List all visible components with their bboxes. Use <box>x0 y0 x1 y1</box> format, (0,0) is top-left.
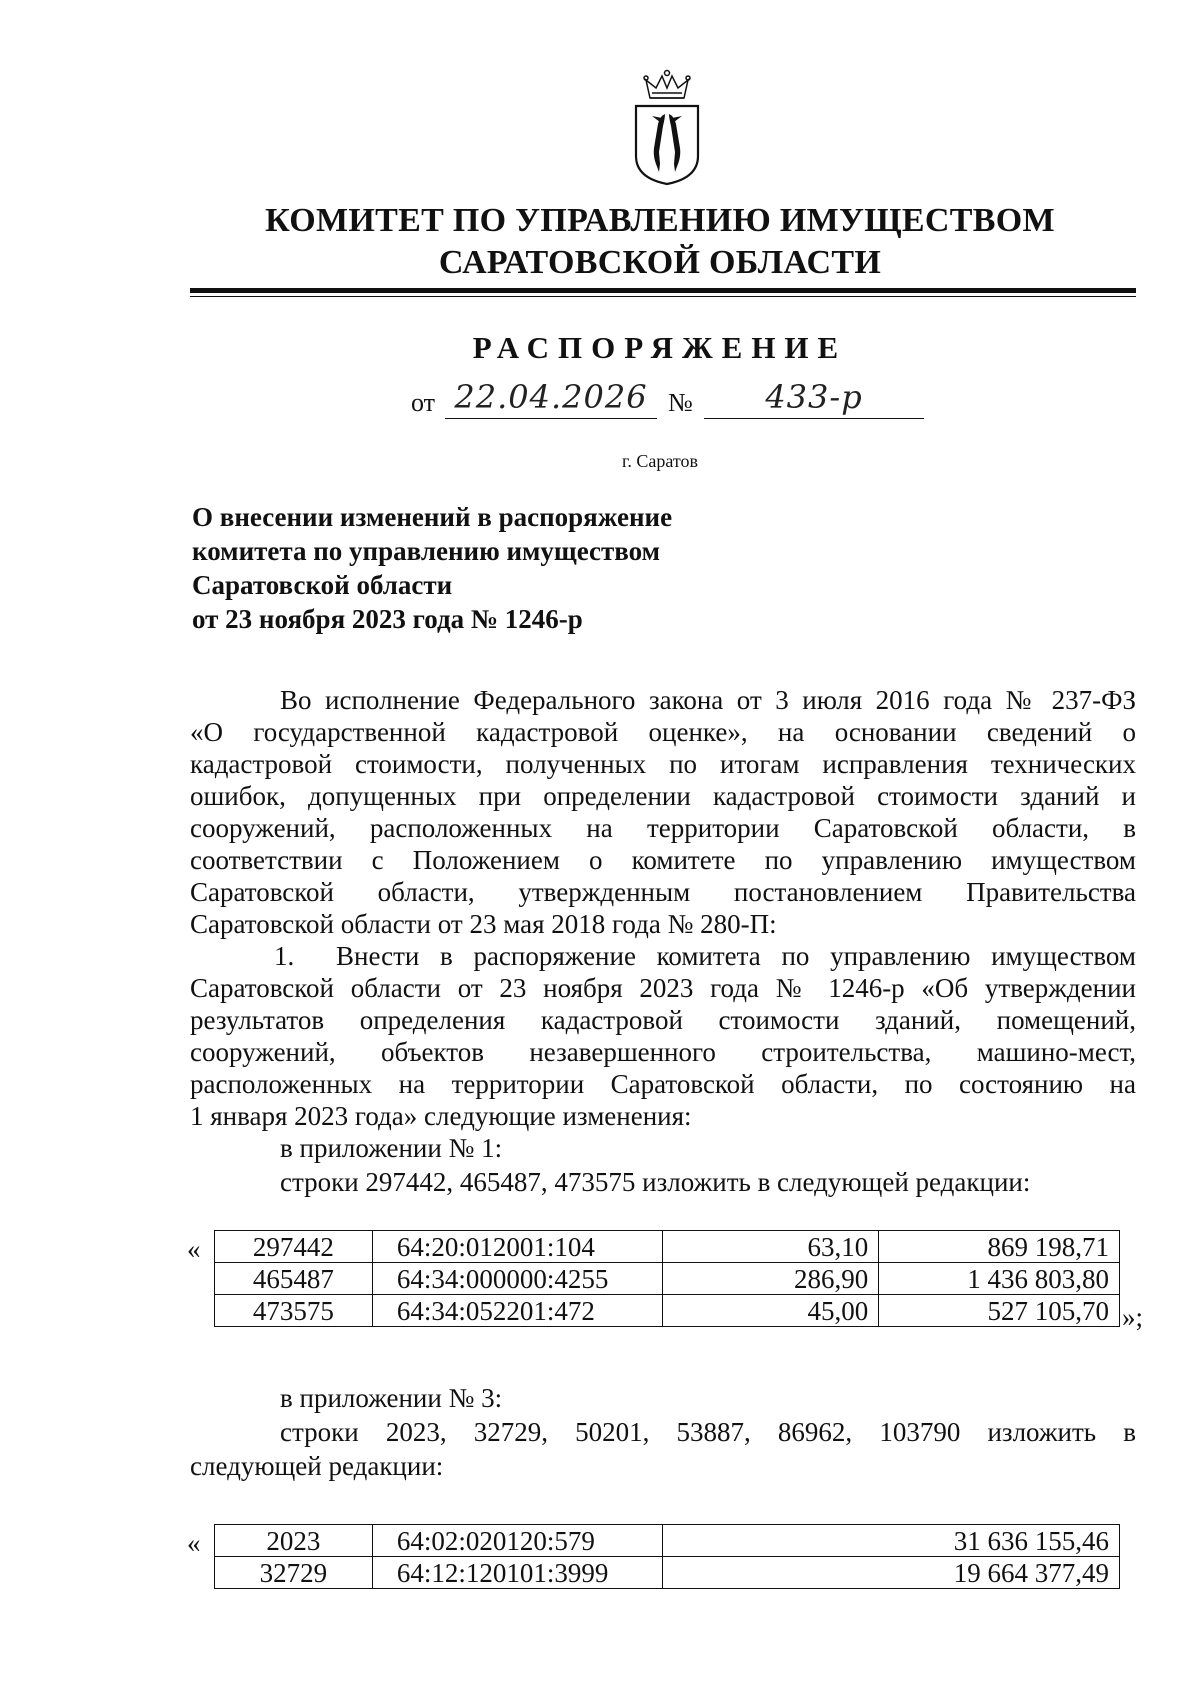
cadastral-value-cell: 1 436 803,80 <box>879 1263 1120 1295</box>
handwritten-date: 22.04.2026 <box>454 378 648 416</box>
area-cell: 45,00 <box>662 1295 879 1327</box>
preamble-line: Саратовской области от 23 мая 2018 года № 280-П: <box>190 909 777 939</box>
appendix3-instruction: строки 2023, 32729, 50201, 53887, 86962, 103790 изложить в <box>280 1417 1136 1447</box>
appendix3-instruction: следующей редакции: <box>190 1451 444 1481</box>
item-line: результатов определения кадастровой стоимости зданий, помещений, <box>190 1005 1136 1035</box>
subject-line: от 23 ноября 2023 года № 1246-р <box>192 604 583 634</box>
header-divider-thick <box>190 288 1136 293</box>
cadastral-value-cell: 31 636 155,46 <box>662 1525 1119 1557</box>
table-row <box>215 1557 1120 1589</box>
number-label: № <box>668 388 693 417</box>
cadastral-value-cell: 527 105,70 <box>879 1295 1120 1327</box>
table-row <box>215 1295 1120 1327</box>
table-row <box>215 1525 1120 1557</box>
area-cell: 286,90 <box>662 1263 879 1295</box>
preamble-line: Во исполнение Федерального закона от 3 июля 2016 года № 237-ФЗ <box>280 685 1136 715</box>
preamble-line: ошибок, допущенных при определении кадастровой стоимости зданий и <box>190 781 1136 811</box>
cadastral-number-cell: 64:34:000000:4255 <box>372 1263 662 1295</box>
table-row <box>215 1231 1120 1263</box>
preamble-line: Саратовской области, утвержденным постановлением Правительства <box>190 877 1136 907</box>
header-divider-thin <box>190 296 1136 297</box>
row-number-cell: 465487 <box>215 1263 373 1295</box>
item-line: Внести в распоряжение комитета по управлению имуществом <box>336 941 1136 971</box>
preamble-line: соответствии с Положением о комитете по управлению имуществом <box>190 845 1136 875</box>
table-row <box>215 1263 1120 1295</box>
cadastral-number-cell: 64:02:020120:579 <box>372 1525 662 1557</box>
item-line: сооружений, объектов незавершенного строительства, машино-мест, <box>190 1037 1136 1067</box>
cadastral-number-cell: 64:20:012001:104 <box>372 1231 662 1263</box>
cadastral-number-cell: 64:12:120101:3999 <box>372 1557 662 1589</box>
appendix3-table <box>214 1524 1120 1589</box>
row-number-cell: 2023 <box>215 1525 373 1557</box>
subject-line: комитета по управлению имуществом <box>192 536 661 566</box>
open-quote: « <box>187 1528 201 1558</box>
item-line: расположенных на территории Саратовской области, по состоянию на <box>190 1069 1136 1099</box>
date-underline <box>445 418 657 419</box>
row-number-cell: 473575 <box>215 1295 373 1327</box>
cadastral-value-cell: 19 664 377,49 <box>662 1557 1119 1589</box>
item-number: 1. <box>274 941 295 971</box>
row-number-cell: 32729 <box>215 1557 373 1589</box>
appendix1-label: в приложении № 1: <box>280 1133 503 1163</box>
date-label: от <box>411 388 436 417</box>
cadastral-value-cell: 869 198,71 <box>879 1231 1120 1263</box>
item-line: 1 января 2023 года» следующие изменения: <box>190 1101 692 1131</box>
preamble-line: кадастровой стоимости, полученных по итогам исправления технических <box>190 749 1136 779</box>
number-underline <box>704 418 924 419</box>
subject-line: О внесении изменений в распоряжение <box>192 502 673 532</box>
close-quote: »; <box>1122 1302 1144 1332</box>
appendix3-label: в приложении № 3: <box>280 1383 503 1413</box>
subject-line: Саратовской области <box>192 570 453 600</box>
item-line: Саратовской области от 23 ноября 2023 года № 1246-р «Об утверждении <box>190 973 1136 1003</box>
handwritten-number: 433-р <box>765 378 863 416</box>
row-number-cell: 297442 <box>215 1231 373 1263</box>
cadastral-number-cell: 64:34:052201:472 <box>372 1295 662 1327</box>
appendix1-instruction: строки 297442, 465487, 473575 изложить в следующей редакции: <box>280 1167 1031 1197</box>
preamble-line: сооружений, расположенных на территории Саратовской области, в <box>190 813 1136 843</box>
appendix1-table <box>214 1230 1120 1327</box>
document-type-title: РАСПОРЯЖЕНИЕ <box>472 330 848 365</box>
organization-name-line-2: САРАТОВСКОЙ ОБЛАСТИ <box>438 244 882 281</box>
open-quote: « <box>187 1234 201 1264</box>
organization-name-line-1: КОМИТЕТ ПО УПРАВЛЕНИЮ ИМУЩЕСТВОМ <box>265 202 1055 239</box>
saratov-coat-of-arms-emblem <box>632 68 702 186</box>
city-label: г. Саратов <box>622 451 698 471</box>
preamble-line: «О государственной кадастровой оценке», на основании сведений о <box>190 717 1136 747</box>
area-cell: 63,10 <box>662 1231 879 1263</box>
